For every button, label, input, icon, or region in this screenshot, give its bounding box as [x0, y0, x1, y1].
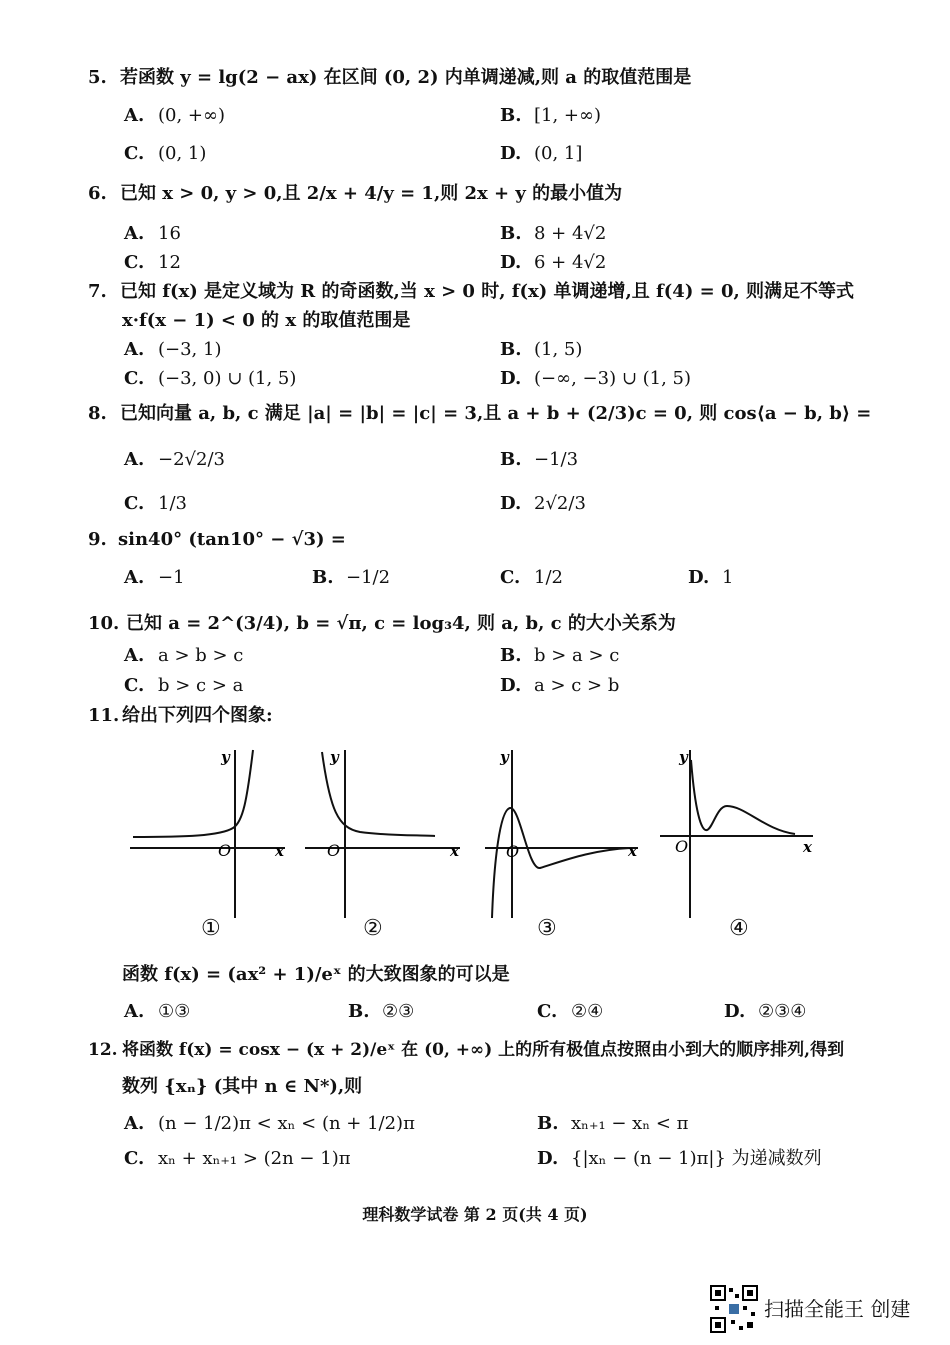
- graph-4-x-label: x: [803, 838, 812, 856]
- q9-option-a: A. −1: [124, 567, 185, 588]
- graph-2-x-label: x: [450, 842, 459, 860]
- q6-option-a: A. 16: [124, 223, 181, 244]
- q7-option-c: C. (−3, 0) ∪ (1, 5): [124, 368, 297, 389]
- q7-option-a: A. (−3, 1): [124, 339, 222, 360]
- graph-3: [480, 740, 650, 920]
- q8-stem: 8. 已知向量 a, b, c 满足 |a| = |b| = |c| = 3,且 a + b + (2/3)c = 0, 则 cos⟨a − b, b⟩ =: [88, 403, 872, 424]
- q9-option-d: D. 1: [688, 567, 734, 588]
- q9-option-c: C. 1/2: [500, 567, 563, 588]
- q5-option-d: D. (0, 1]: [500, 143, 583, 164]
- q6-option-d: D. 6 + 4√2: [500, 252, 607, 273]
- graph-2: [300, 740, 470, 920]
- q8-option-d: D. 2√2/3: [500, 493, 586, 514]
- watermark-text: 扫描全能王 创建: [764, 1297, 911, 1321]
- q11-option-d: D. ②③④: [724, 1001, 807, 1022]
- q12-option-b: B. xₙ₊₁ − xₙ < π: [537, 1113, 689, 1134]
- graph-3-y-label: y: [500, 748, 509, 766]
- graph-4: [655, 740, 825, 920]
- q11-stem: 11. 给出下列四个图象:: [88, 705, 273, 726]
- q12-stem-line2: 数列 {xₙ} (其中 n ∈ N*),则: [122, 1076, 363, 1097]
- q5-option-a: A. (0, +∞): [124, 105, 226, 126]
- graph-3-origin-label: O: [506, 842, 520, 861]
- q11-function-line: 函数 f(x) = (ax² + 1)/eˣ 的大致图象的可以是: [122, 964, 510, 985]
- graph-2-label: ②: [363, 916, 383, 941]
- graph-4-y-label: y: [679, 748, 688, 766]
- graph-4-label: ④: [729, 916, 749, 941]
- q6-stem: 6. 已知 x > 0, y > 0,且 2/x + 4/y = 1,则 2x + y 的最小值为: [88, 183, 623, 204]
- q11-option-b: B. ②③: [348, 1001, 415, 1022]
- graph-1-x-label: x: [275, 842, 284, 860]
- q12-option-a: A. (n − 1/2)π < xₙ < (n + 1/2)π: [124, 1113, 415, 1134]
- page-footer: 理科数学试卷 第 2 页(共 4 页): [362, 1205, 588, 1224]
- q10-option-c: C. b > c > a: [124, 675, 244, 696]
- graph-1: [125, 740, 295, 920]
- q10-option-d: D. a > c > b: [500, 675, 620, 696]
- q8-option-c: C. 1/3: [124, 493, 187, 514]
- q9-stem: 9. sin40° (tan10° − √3) =: [88, 529, 346, 550]
- qr-code-icon: [710, 1285, 758, 1333]
- q10-stem: 10. 已知 a = 2^(3/4), b = √π, c = log₃4, 则 a, b, c 的大小关系为: [88, 613, 676, 634]
- graph-4-origin-label: O: [675, 837, 689, 856]
- q5-option-b: B. [1, +∞): [500, 105, 602, 126]
- graph-2-origin-label: O: [327, 841, 341, 860]
- q8-option-b: B. −1/3: [500, 449, 579, 470]
- q11-option-a: A. ①③: [124, 1001, 191, 1022]
- q12-option-c: C. xₙ + xₙ₊₁ > (2n − 1)π: [124, 1148, 351, 1169]
- q7-option-b: B. (1, 5): [500, 339, 583, 360]
- q7-option-d: D. (−∞, −3) ∪ (1, 5): [500, 368, 692, 389]
- q7-stem-line2: x·f(x − 1) < 0 的 x 的取值范围是: [122, 310, 411, 331]
- graph-3-label: ③: [537, 916, 557, 941]
- q5-option-c: C. (0, 1): [124, 143, 207, 164]
- q12-option-d: D. {|xₙ − (n − 1)π|} 为递减数列: [537, 1148, 822, 1169]
- q6-option-b: B. 8 + 4√2: [500, 223, 607, 244]
- q7-stem-line1: 7. 已知 f(x) 是定义域为 R 的奇函数,当 x > 0 时, f(x) 单调递增,且 f(4) = 0, 则满足不等式: [88, 281, 855, 302]
- q10-option-b: B. b > a > c: [500, 645, 620, 666]
- q10-option-a: A. a > b > c: [124, 645, 244, 666]
- graph-2-y-label: y: [330, 748, 339, 766]
- graph-1-label: ①: [201, 916, 221, 941]
- graph-1-y-label: y: [221, 748, 230, 766]
- q9-option-b: B. −1/2: [312, 567, 391, 588]
- q12-stem-line1: 12. 将函数 f(x) = cosx − (x + 2)/eˣ 在 (0, +∞) 上的所有极值点按照由小到大的顺序排列,得到: [88, 1040, 845, 1060]
- graph-1-origin-label: O: [218, 841, 232, 860]
- q5-stem: 5. 若函数 y = lg(2 − ax) 在区间 (0, 2) 内单调递减,则 a 的取值范围是: [88, 67, 692, 88]
- q6-option-c: C. 12: [124, 252, 181, 273]
- q8-option-a: A. −2√2/3: [124, 449, 225, 470]
- q11-option-c: C. ②④: [537, 1001, 604, 1022]
- graph-3-x-label: x: [628, 842, 637, 860]
